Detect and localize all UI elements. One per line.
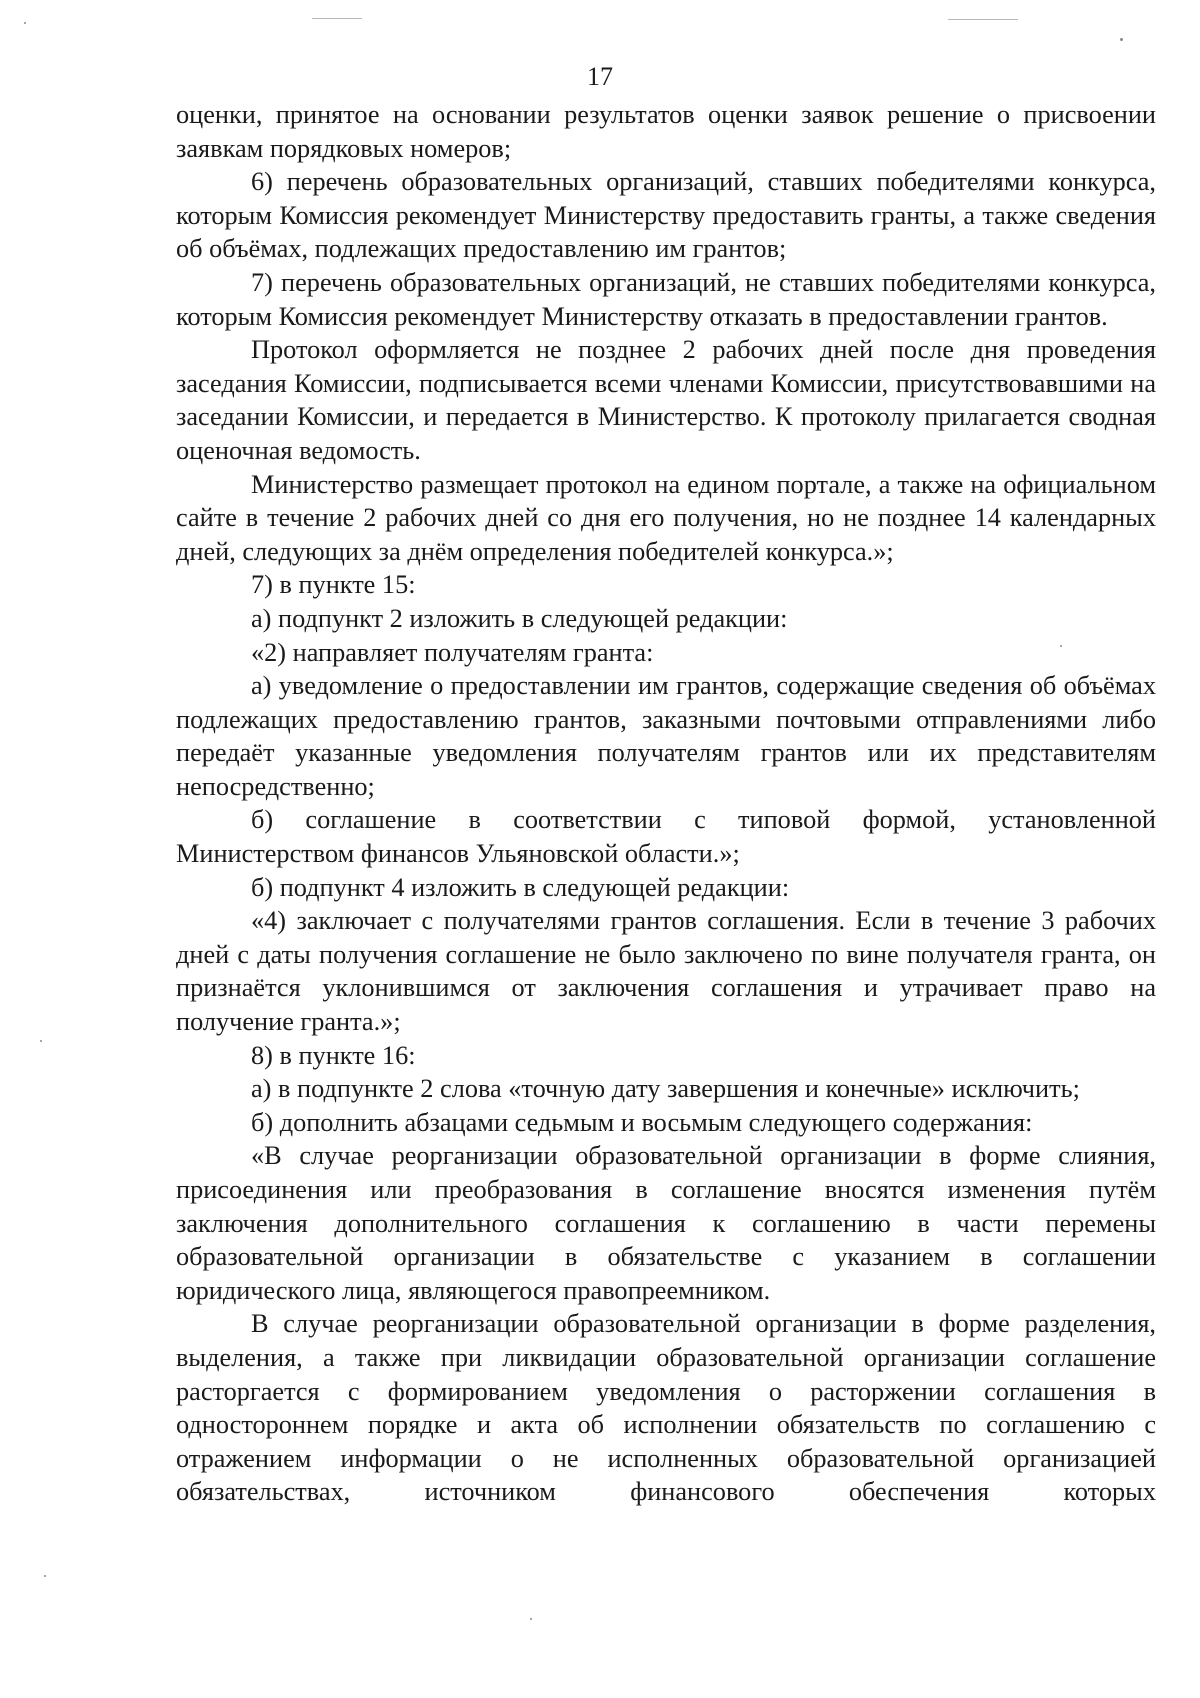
paragraph-10: б) соглашение в соответствии с типовой формой, установленной Министерством финансов Ульяновской области.»; — [176, 805, 1156, 869]
paragraph-2: 6) перечень образовательных организаций, ставших победителями конкурса, которым Комиссия рекомендует Министерству предоставить гранты, а также сведения об объёмах, подлежащих предоставлению им грантов; — [176, 167, 1156, 264]
paragraph-7: а) подпункт 2 изложить в следующей редакции: — [251, 603, 788, 633]
paragraph-4: Протокол оформляется не позднее 2 рабочих дней после дня проведения заседания Комиссии, подписывается всеми членами Комиссии, присутствовавшими на заседании Комиссии, и передается в Министерство. К протоколу прилагается сводная оценочная ведомость. — [176, 335, 1156, 465]
paragraph-12: «4) заключает с получателями грантов соглашения. Если в течение 3 рабочих дней с даты получения соглашение не было заключено по вине получателя гранта, он признаётся уклонившимся от заключения соглашения и утрачивает право на получение гранта.»; — [176, 906, 1156, 1037]
scan-speck — [1120, 38, 1123, 41]
paragraph-15: б) дополнить абзацами седьмым и восьмым следующего содержания: — [251, 1107, 1033, 1137]
scan-artifact — [312, 18, 362, 19]
paragraph-3: 7) перечень образовательных организаций, не ставших победителями конкурса, которым Комиссия рекомендует Министерству отказать в предоставлении грантов. — [176, 267, 1156, 331]
scan-speck — [44, 1575, 46, 1577]
paragraph-14: а) в подпункте 2 слова «точную дату завершения и конечные» исключить; — [251, 1074, 1080, 1104]
scan-speck — [40, 1040, 42, 1042]
scan-speck — [530, 1618, 532, 1620]
page-number: 17 — [587, 62, 613, 91]
paragraph-9: а) уведомление о предоставлении им грантов, содержащие сведения об объёмах подлежащих предоставлению грантов, заказными почтовыми отправлениями либо передаёт указанные уведомления получателям грантов или их представителям непосредственно; — [176, 671, 1156, 801]
scan-speck — [24, 22, 26, 24]
paragraph-8: «2) направляет получателям гранта: — [251, 637, 654, 667]
paragraph-5: Министерство размещает протокол на едином портале, а также на официальном сайте в течение 2 рабочих дней со дня его получения, но не позднее 14 календарных дней, следующих за днём определения победителей конкурса.»; — [176, 469, 1156, 566]
paragraph-6: 7) в пункте 15: — [251, 570, 416, 600]
paragraph-16: «В случае реорганизации образовательной организации в форме слияния, присоединения или преобразования в соглашение вносятся изменения путём заключения дополнительного соглашения к соглашению в части перемены образовательной организации в обязательстве с указанием в соглашении юридического лица, являющегося правопреемником. — [176, 1141, 1156, 1305]
paragraph-13: 8) в пункте 16: — [251, 1040, 416, 1070]
paragraph-17: В случае реорганизации образовательной организации в форме разделения, выделения, а также при ликвидации образовательной организации соглашение расторгается с формированием уведомления о расторжении соглашения в одностороннем порядке и акта об исполнении обязательств по соглашению с отражением информации о не исполненных образовательной организацией обязательствах, источником финансового обеспечения которых — [176, 1309, 1156, 1507]
paragraph-1: оценки, принятое на основании результатов оценки заявок решение о присвоении заявкам порядковых номеров; — [176, 100, 1156, 163]
paragraph-11: б) подпункт 4 изложить в следующей редакции: — [251, 872, 790, 902]
document-body — [176, 98, 1156, 1509]
scan-artifact — [948, 19, 1018, 20]
